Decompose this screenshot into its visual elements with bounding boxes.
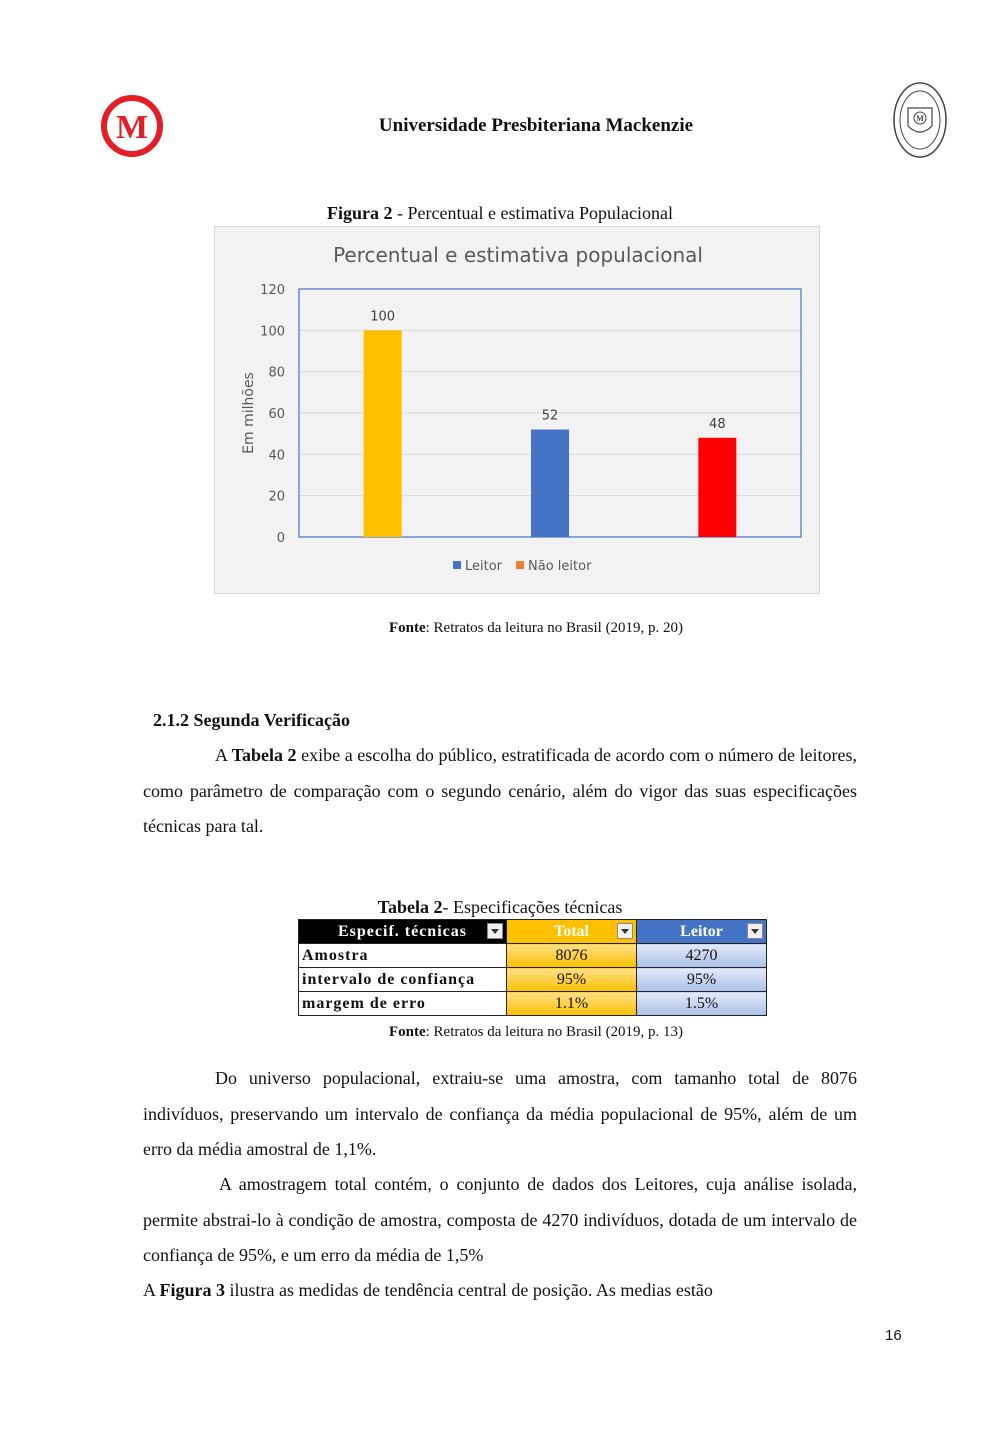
chart-title: Percentual e estimativa populacional	[333, 243, 703, 267]
y-tick-label: 60	[268, 407, 285, 422]
table-row	[299, 992, 767, 1016]
paragraph-2: Do universo populacional, extraiu-se uma amostra, com tamanho total de 8076 indivíduos, preservando um intervalo de confiança da média populacional de 95%, além de um erro da média amostral de 1,1%.	[143, 1068, 857, 1159]
paragraph-4	[143, 1273, 857, 1309]
university-seal-icon	[892, 80, 948, 160]
header-leitor	[637, 920, 767, 944]
para1-bold: Tabela 2	[231, 745, 297, 765]
table-caption-text: - Especificações técnicas	[442, 897, 623, 917]
bar	[364, 330, 402, 537]
figure-caption-label: Figura 2	[327, 203, 393, 223]
specs-table	[298, 919, 767, 1016]
y-tick-label: 80	[268, 365, 285, 381]
y-tick-label: 0	[276, 531, 285, 546]
y-tick-label: 40	[268, 448, 285, 464]
figure-caption-text: - Percentual e estimativa Populacional	[392, 203, 673, 223]
bar	[531, 430, 569, 537]
cell-total: 95%	[507, 968, 637, 992]
chart-bars	[364, 330, 737, 537]
logo-letter: M	[115, 109, 149, 146]
figure-source-label: Fonte	[388, 620, 426, 636]
bar-value-label: 52	[541, 408, 559, 424]
header-title: Universidade Presbiteriana Mackenzie	[378, 115, 694, 136]
header-total	[507, 920, 637, 944]
para4-bold: Figura 3	[159, 1280, 226, 1300]
y-axis-label: Em milhões	[241, 372, 257, 454]
cell-leitor: 4270	[637, 944, 767, 968]
filter-dropdown-icon[interactable]	[747, 923, 763, 939]
y-axis-ticks	[260, 283, 285, 546]
figure-source	[0, 620, 1000, 637]
table-source-text: : Retratos da leitura no Brasil (2019, p. 13)	[425, 1024, 684, 1040]
bar-value-label: 100	[370, 309, 396, 325]
row-label: Amostra	[299, 944, 507, 968]
para1-pre: A	[215, 745, 232, 765]
paragraph-3: A amostragem total contém, o conjunto de dados dos Leitores, cuja análise isolada, permite abstrai-lo à condição de amostra, composta de 4270 indivíduos, dotada de um intervalo de confiança de 95%, e um erro da média de 1,5%	[143, 1174, 857, 1265]
header-total-label: Total	[554, 922, 589, 940]
header-leitor-label: Leitor	[680, 922, 723, 940]
legend-swatch	[516, 561, 524, 569]
page-number: 16	[885, 1327, 902, 1344]
para4-rest: ilustra as medidas de tendência central de posição. As medias estão	[225, 1280, 713, 1300]
seal-letter: M	[916, 114, 924, 123]
cell-leitor: 95%	[637, 968, 767, 992]
y-tick-label: 100	[260, 324, 285, 340]
bar-chart-svg	[215, 227, 821, 595]
legend-label: Não leitor	[528, 559, 592, 574]
cell-total: 1.1%	[507, 992, 637, 1016]
section-heading: 2.1.2 Segunda Verificação	[153, 710, 351, 730]
table-row	[299, 944, 767, 968]
table-row	[299, 968, 767, 992]
cell-leitor: 1.5%	[637, 992, 767, 1016]
paragraph-1	[143, 738, 857, 845]
legend-label: Leitor	[465, 559, 503, 574]
table-caption	[0, 897, 1000, 918]
filter-dropdown-icon[interactable]	[487, 923, 503, 939]
table-header-row	[299, 920, 767, 944]
table-caption-label: Tabela 2	[377, 897, 443, 917]
bar-value-label: 48	[709, 416, 726, 432]
chart-legend	[453, 559, 592, 574]
figure-source-text: : Retratos da leitura no Brasil (2019, p. 20)	[425, 620, 684, 636]
bar	[698, 438, 736, 537]
cell-total: 8076	[507, 944, 637, 968]
y-tick-label: 20	[268, 489, 285, 505]
table-source-label: Fonte	[388, 1024, 426, 1040]
row-label: intervalo de confiança	[299, 968, 507, 992]
table-source	[0, 1024, 1000, 1041]
figure-caption	[0, 203, 1000, 224]
legend-swatch	[453, 561, 461, 569]
para1-rest: exibe a escolha do público, estratificada de acordo com o número de leitores, como parâmetro de comparação com o segundo cenário, além do vigor das suas especificações técnicas para tal.	[143, 745, 857, 836]
header-especif-label: Especif. técnicas	[338, 922, 467, 940]
y-tick-label: 120	[260, 283, 285, 298]
para4-pre: A	[143, 1280, 160, 1300]
bar-chart	[214, 226, 820, 594]
row-label: margem de erro	[299, 992, 507, 1016]
header-especif	[299, 920, 507, 944]
filter-dropdown-icon[interactable]	[617, 923, 633, 939]
